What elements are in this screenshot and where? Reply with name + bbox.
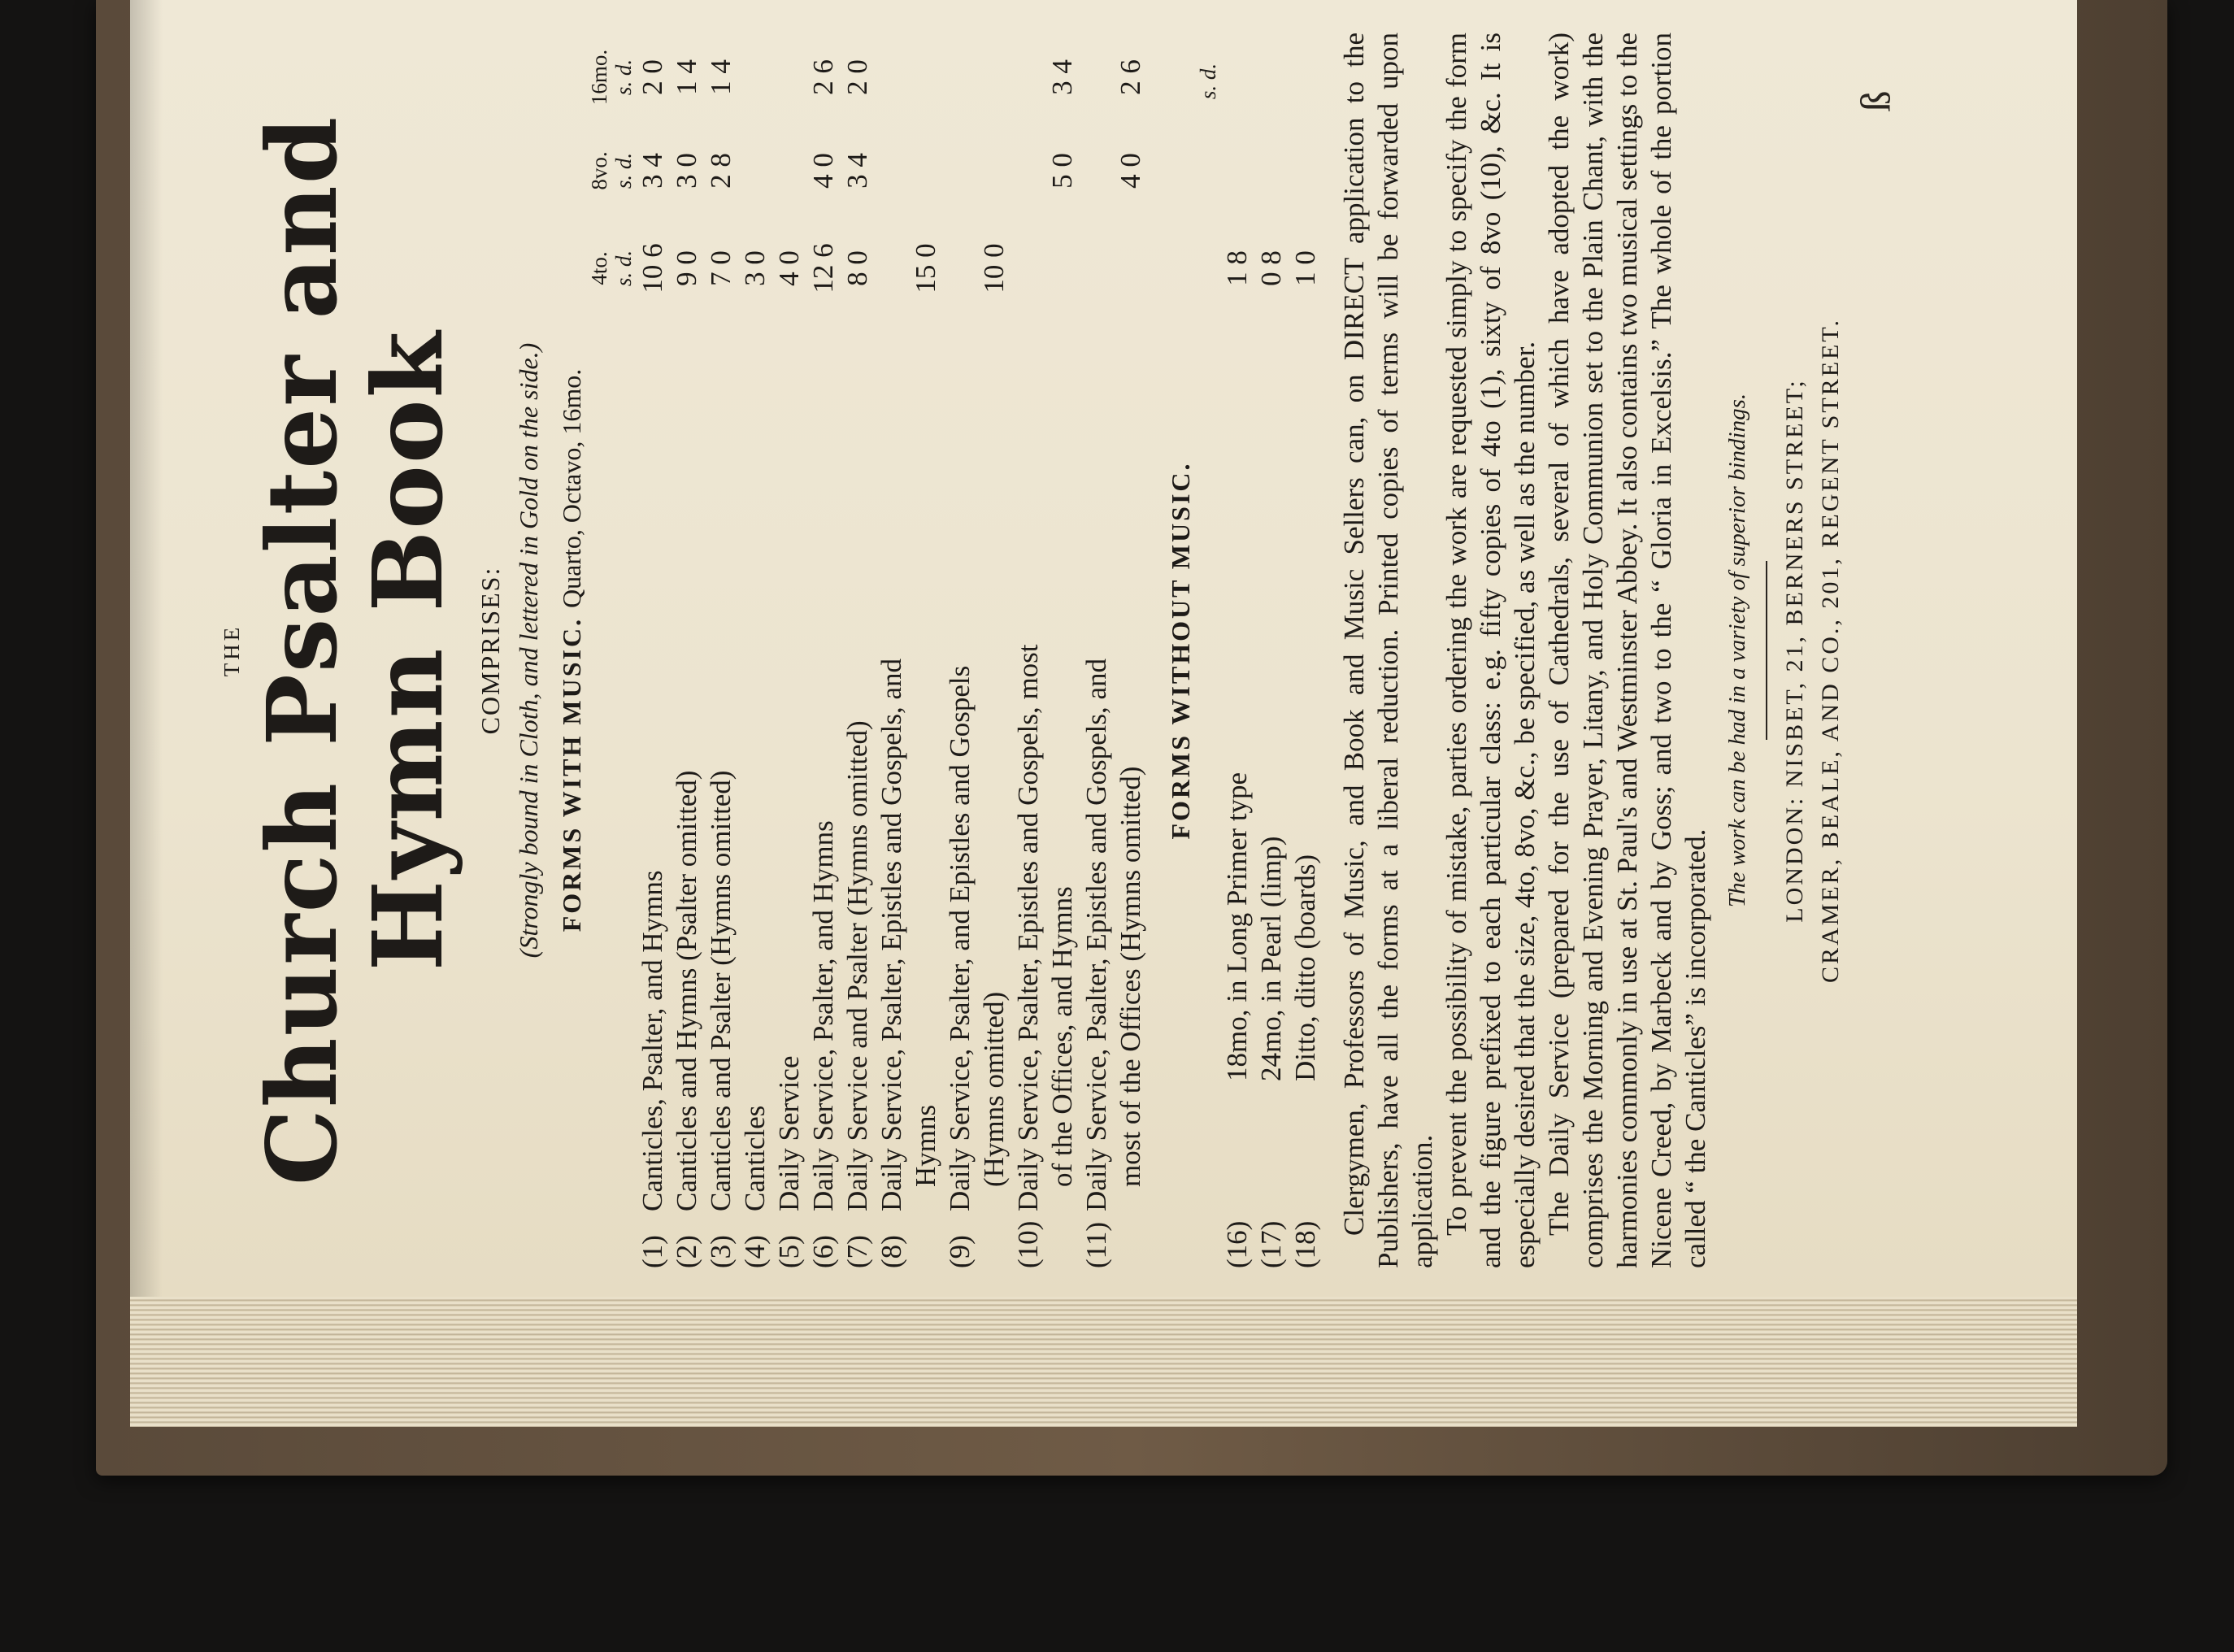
price-4to: 12 6 [806,243,839,293]
price-row [1011,33,1045,1268]
form-number: (7) [841,1235,873,1268]
price-4to: 4 0 [772,250,805,286]
form-description: Daily Service, Psalter, and Hymns [806,820,839,1211]
price-row [806,33,841,1268]
price-8vo: 4 0 [1114,153,1146,189]
page-edges [130,1295,2077,1427]
price-8vo: 3 0 [670,153,702,189]
price-4to: 9 0 [670,250,702,286]
spacer [1220,33,1254,122]
price-8vo [738,122,772,220]
price-row [841,33,875,1268]
forms-with-music-heading: FORMS WITH MUSIC. Quarto, Octavo, 16mo. [556,368,586,933]
price-4to [1080,220,1114,317]
form-number: (16) [1220,1220,1253,1268]
price-8vo [943,122,977,220]
price-16mo: 2 0 [636,59,668,95]
form-description: Daily Service [772,1055,805,1211]
gutter-shadow [130,0,163,1297]
terms-text [1337,33,1713,1268]
price-4to: 8 0 [841,250,873,286]
price: 1 0 [1289,250,1321,286]
price-row-continued [1114,33,1148,1268]
column-headers: 4to. 8vo. 16mo. [586,49,611,285]
form-number: (5) [772,1235,805,1268]
price-row [670,33,704,1268]
corner-mark: ß [1853,90,1900,112]
form-description: Canticles, Psalter, and Hymns [636,870,668,1211]
price-4to: 7 0 [704,250,737,286]
price-row-continued [909,33,943,1268]
paragraph-ordering: To prevent the possibility of mistake, parties ordering the work are requested simply to specify the form and the figure prefixed to each particular class: e.g. fifty copies of 4to (1), sixty of 8vo (10), &c. It is especially desired that the size, 4to, 8vo, &c., be specified, as well as the number. [1440,33,1541,1268]
price-8vo: 4 0 [806,153,839,189]
price-16mo: 1 4 [704,59,737,95]
comprises-label: COMPRISES: [475,566,505,735]
form-number: (3) [704,1235,737,1268]
price-16mo [772,33,806,122]
price-8vo: 3 4 [841,153,873,189]
binding-note: (Strongly bound in Cloth, and lettered in Gold on the side.) [513,342,543,959]
price-row [636,33,670,1268]
form-description: Daily Service and Psalter (Hymns omitted) [841,720,873,1211]
spacer [1254,33,1289,122]
price-8vo: 5 0 [1045,153,1078,189]
price-8vo [875,122,909,220]
price-row-continued [977,33,1011,1268]
form-description: Canticles and Psalter (Hymns omitted) [704,770,737,1211]
price-16mo [943,33,977,122]
price-16mo: 2 0 [841,59,873,95]
form-description: Daily Service, Psalter, Epistles and Gospels, and [875,659,907,1211]
form-number: (1) [636,1235,668,1268]
form-number: (18) [1289,1220,1321,1268]
spacer [909,1211,943,1268]
price-4to: 3 0 [738,250,771,286]
price-row [1254,33,1289,1268]
price-4to [943,220,977,317]
page-content [213,33,1888,1268]
page-title: Church Psalter and Hymn Book [246,115,464,1186]
form-description-continued: most of the Offices (Hymns omitted) [1114,766,1146,1187]
price-4to: 10 0 [977,243,1010,293]
price-8vo [977,122,1011,220]
price-4to: 15 0 [909,243,941,293]
price-16mo: 2 6 [1114,59,1146,95]
price-row-continued [1045,33,1080,1268]
form-description: 18mo, in Long Primer type [1220,772,1253,1081]
form-description-continued: (Hymns omitted) [977,991,1010,1187]
price-row [1289,33,1323,1268]
form-number: (10) [1011,1220,1044,1268]
spacer [1045,1211,1080,1268]
price-4to [1011,220,1045,317]
price-row [875,33,909,1268]
price-16mo [909,33,943,122]
form-description: Ditto, ditto (boards) [1289,854,1321,1081]
spacer [1254,122,1289,220]
form-number: (6) [806,1235,839,1268]
form-description-continued: Hymns [909,1104,941,1187]
price-row [1080,33,1114,1268]
form-number: (11) [1080,1221,1112,1268]
form-description: Daily Service, Psalter, Epistles and Gospels, and [1080,659,1112,1211]
price-16mo: 2 6 [806,59,839,95]
price-16mo [1080,33,1114,122]
spacer [1220,122,1254,220]
price-row [772,33,806,1268]
price-8vo: 2 8 [704,153,737,189]
form-description: Daily Service, Psalter, and Epistles and Gospels [943,665,976,1211]
price-row [943,33,977,1268]
column-units: s. d. s. d. s. d. [611,59,636,287]
spacer [977,1211,1011,1268]
price-16mo [1011,33,1045,122]
forms-without-music-list [1220,33,1323,1268]
form-number: (4) [738,1235,771,1268]
price-4to [1045,220,1080,317]
without-music-units: s. d. [1195,63,1220,100]
spacer [1114,1211,1148,1268]
price-16mo: 3 4 [1045,59,1078,95]
form-number: (9) [943,1235,976,1268]
form-description: 24mo, in Pearl (limp) [1254,836,1287,1081]
bindings-note: The work can be had in a variety of superior bindings. [1723,393,1750,908]
price-4to [1114,220,1148,317]
price-8vo [1080,122,1114,220]
price-16mo [977,33,1011,122]
imprint-line-1: LONDON: NISBET, 21, BERNERS STREET; [1780,378,1808,923]
price-8vo [1011,122,1045,220]
price-16mo [875,33,909,122]
price-8vo: 3 4 [636,153,668,189]
divider-rule [1766,561,1767,740]
price-8vo [909,122,943,220]
form-description: Canticles [738,1105,771,1211]
price-row [1220,33,1254,1268]
price: 0 8 [1254,250,1287,286]
form-description: Daily Service, Psalter, Epistles and Gospels, most [1011,644,1044,1211]
price-4to [875,220,909,317]
price-row [704,33,738,1268]
form-number: (8) [875,1235,907,1268]
price-8vo [772,122,806,220]
forms-without-music-heading: FORMS WITHOUT MUSIC. [1165,461,1195,840]
spacer [1289,33,1323,122]
imprint-line-2: CRAMER, BEALE, AND CO., 201, REGENT STREET. [1816,318,1844,983]
form-description: Canticles and Hymns (Psalter omitted) [670,770,702,1211]
price: 1 8 [1220,250,1253,286]
price-4to: 10 6 [636,243,668,293]
paragraph-terms: Clergymen, Professors of Music, and Book and Music Sellers can, on DIRECT application to the Publishers, have all the forms at a liberal reduction. Printed copies of terms will be forwarded upon application. [1337,33,1438,1268]
spacer [1289,122,1323,220]
form-number: (2) [670,1235,702,1268]
price-16mo [738,33,772,122]
forms-with-music-list [636,33,1148,1268]
form-description-continued: of the Offices, and Hymns [1045,886,1078,1187]
form-number: (17) [1254,1220,1287,1268]
the-label: THE [219,624,244,677]
price-16mo: 1 4 [670,59,702,95]
paragraph-daily-service: The Daily Service (prepared for the use of Cathedrals, several of which have adopted the work) comprises the Morning and Evening Prayer, Litany, and Holy Communion set to the Plain Chant, with the harmonies commonly in use at St. Paul's and Westminster Abbey. It also contains two musical settings to the Nicene Creed, by Marbeck and by Goss; and two to the “ Gloria in Excelsis.” The whole of the portion called “ the Canticles” is incorporated. [1542,33,1711,1268]
price-row [738,33,772,1268]
